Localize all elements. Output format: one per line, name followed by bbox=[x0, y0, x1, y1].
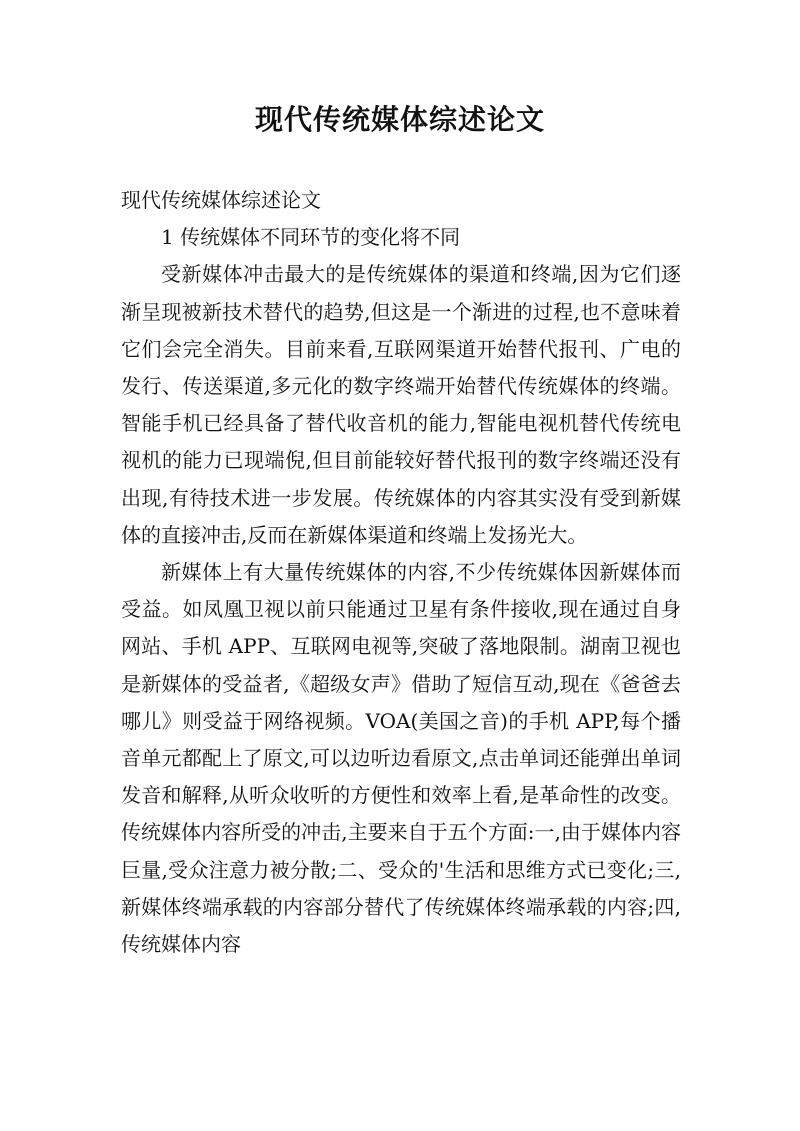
paragraph: 新媒体上有大量传统媒体的内容,不少传统媒体因新媒体而受益。如凤凰卫视以前只能通过卫星有条件接收,现在通过自身网站、手机 APP、互联网电视等,突破了落地限制。湖南卫视也是新媒体的受益者,《超级女声》借助了短信互动,现在《爸爸去哪儿》则受益于网络视频。VOA(美国之音)的手机 APP,每个播音单元都配上了原文,可以边听边看原文,点击单词还能弹出单词发音和解释,从听众收听的方便性和效率上看,是革命性的改变。传统媒体内容所受的冲击,主要来自于五个方面:一,由于媒体内容巨量,受众注意力被分散;二、受众的'生活和思维方式已变化;三,新媒体终端承载的内容部分替代了传统媒体终端承载的内容;四,传统媒体内容 bbox=[121, 560, 681, 957]
section-heading: 1 传统媒体不同环节的变化将不同 bbox=[161, 225, 461, 250]
document-body bbox=[121, 182, 681, 963]
document-title: 现代传统媒体综述论文 bbox=[254, 103, 545, 136]
paragraph: 受新媒体冲击最大的是传统媒体的渠道和终端,因为它们逐渐呈现被新技术替代的趋势,但这是一个渐进的过程,也不意味着它们会完全消失。目前来看,互联网渠道开始替代报刊、广电的发行、传送渠道,多元化的数字终端开始替代传统媒体的终端。智能手机已经具备了替代收音机的能力,智能电视机替代传统电视机的能力已现端倪,但目前能较好替代报刊的数字终端还没有出现,有待技术进一步发展。传统媒体的内容其实没有受到新媒体的直接冲击,反而在新媒体渠道和终端上发扬光大。 bbox=[121, 262, 681, 547]
document-subtitle: 现代传统媒体综述论文 bbox=[121, 188, 321, 212]
